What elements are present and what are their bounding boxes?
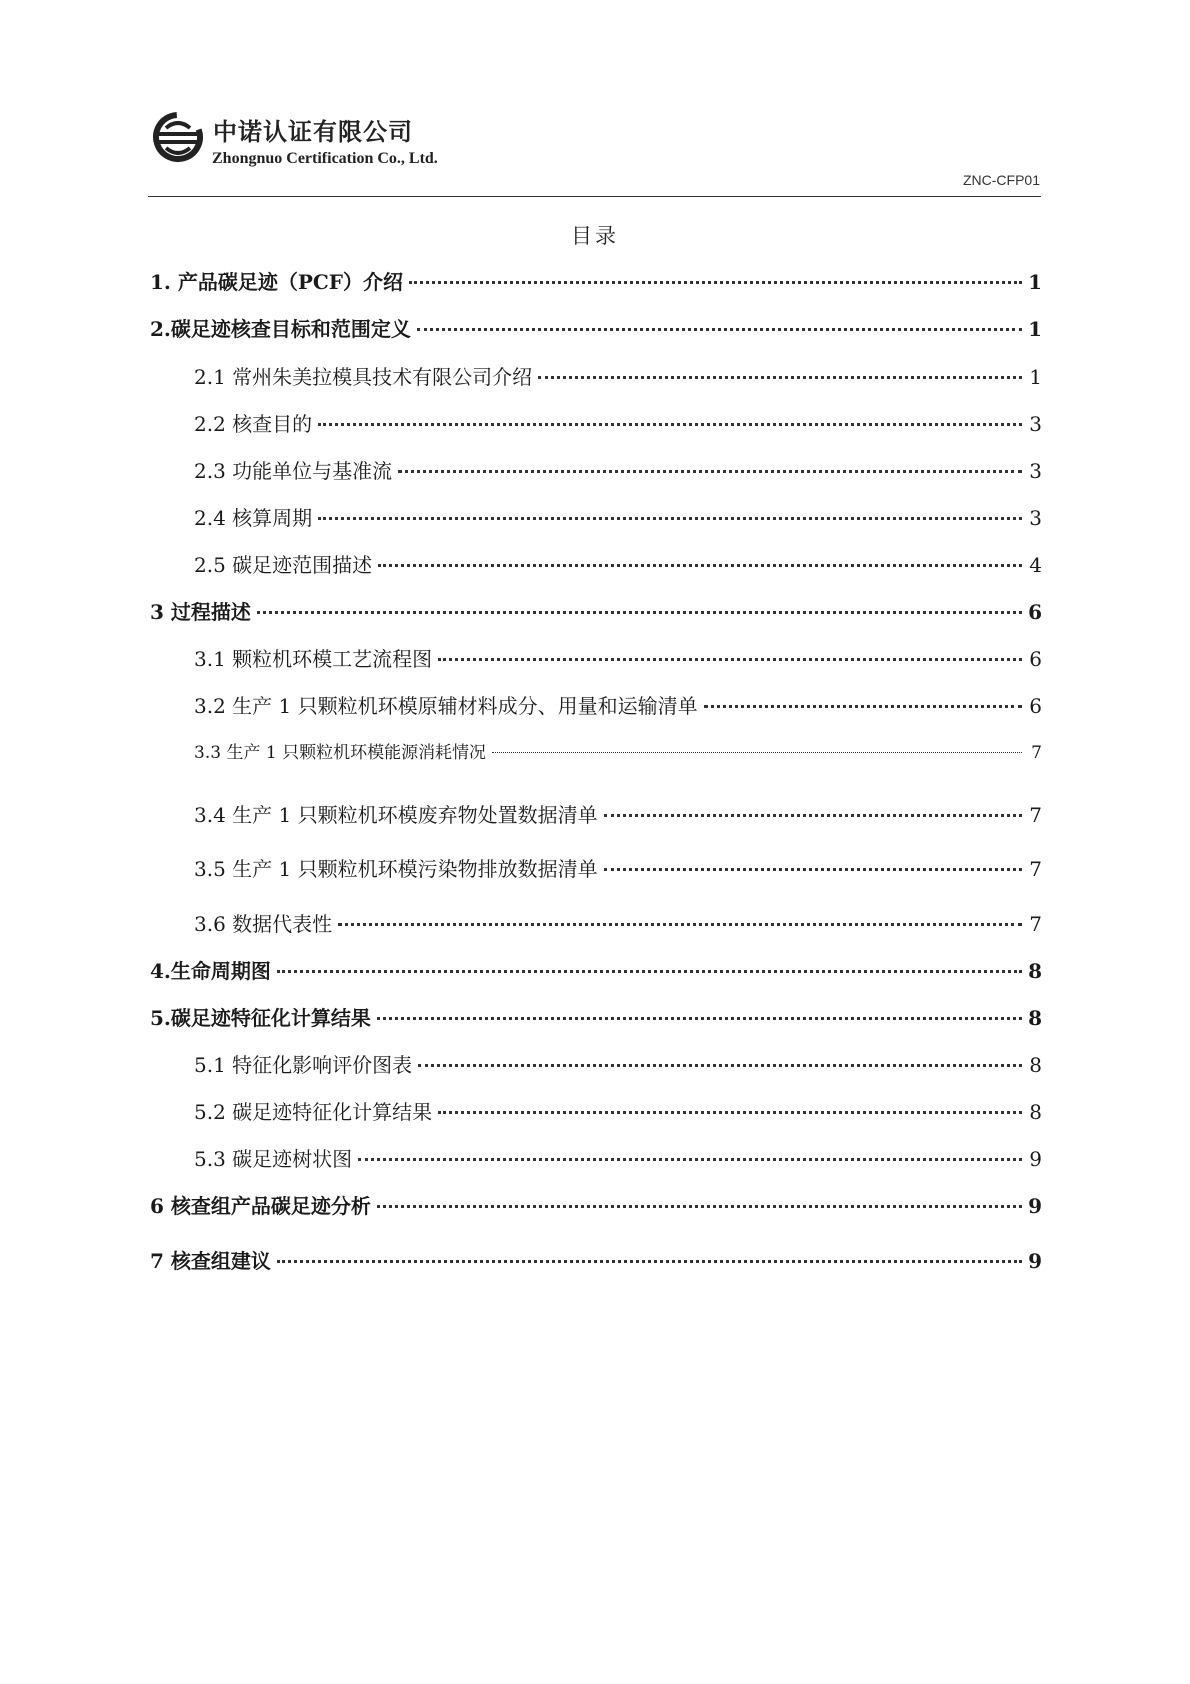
toc-dot-leader — [378, 563, 1022, 567]
toc-dot-leader — [538, 375, 1022, 379]
toc-entry[interactable] — [194, 908, 1042, 937]
toc-dot-leader — [318, 516, 1022, 520]
toc-entry[interactable] — [150, 1190, 1042, 1219]
toc-dot-leader — [704, 704, 1022, 708]
toc-entry[interactable] — [194, 738, 1042, 763]
toc-entry-label: 3.5 生产 1 只颗粒机环模污染物排放数据清单 — [194, 857, 598, 881]
toc-dot-leader — [438, 1110, 1022, 1114]
toc-entry-page: 8 — [1028, 959, 1042, 983]
toc-entry-label: 7 核查组建议 — [150, 1249, 271, 1273]
toc-entry-label: 2.3 功能单位与基准流 — [194, 459, 393, 483]
toc-entry-page: 6 — [1028, 600, 1042, 624]
toc-entry[interactable] — [194, 690, 1042, 719]
toc-dot-leader — [257, 610, 1022, 614]
toc-dot-leader — [604, 867, 1022, 871]
toc-dot-leader — [418, 1063, 1022, 1067]
toc-entry[interactable] — [194, 502, 1042, 531]
toc-entry[interactable] — [194, 799, 1042, 828]
toc-entry-label: 6 核查组产品碳足迹分析 — [150, 1194, 371, 1218]
toc-entry-page: 3 — [1029, 506, 1042, 530]
toc-entry-label: 2.2 核查目的 — [194, 412, 313, 436]
toc-entry-page: 1 — [1028, 270, 1042, 294]
toc-entry-label: 4.生命周期图 — [150, 959, 271, 983]
zhongnuo-logo-icon — [152, 110, 204, 164]
toc-entry[interactable] — [150, 313, 1042, 342]
header-divider — [148, 196, 1041, 198]
toc-entry-page: 8 — [1029, 1100, 1042, 1124]
toc-dot-leader — [377, 1204, 1022, 1208]
toc-entry-page: 7 — [1029, 912, 1042, 936]
toc-entry-label: 5.碳足迹特征化计算结果 — [150, 1006, 371, 1030]
toc-dot-leader — [277, 1259, 1022, 1263]
toc-entry-label: 3.1 颗粒机环模工艺流程图 — [194, 647, 433, 671]
toc-entry-page: 7 — [1029, 803, 1042, 827]
toc-entry-label: 1. 产品碳足迹（PCF）介绍 — [150, 270, 403, 294]
toc-entry[interactable] — [150, 955, 1042, 984]
toc-entry-page: 7 — [1029, 857, 1042, 881]
toc-entry[interactable] — [150, 1002, 1042, 1031]
toc-entry-page: 6 — [1029, 647, 1042, 671]
toc-entry-label: 2.5 碳足迹范围描述 — [194, 553, 373, 577]
company-name-en: Zhongnuo Certification Co., Ltd. — [212, 150, 438, 167]
toc-entry-label: 5.2 碳足迹特征化计算结果 — [194, 1100, 433, 1124]
toc-entry-page: 8 — [1028, 1006, 1042, 1030]
toc-entry[interactable] — [150, 596, 1042, 625]
toc-entry-page: 8 — [1029, 1053, 1042, 1077]
toc-entry-label: 3.2 生产 1 只颗粒机环模原辅材料成分、用量和运输清单 — [194, 694, 698, 718]
toc-entry[interactable] — [194, 408, 1042, 437]
toc-entry[interactable] — [194, 643, 1042, 672]
toc-entry-label: 2.碳足迹核查目标和范围定义 — [150, 317, 411, 341]
toc-entry[interactable] — [194, 455, 1042, 484]
toc-entry[interactable] — [194, 853, 1042, 882]
toc-entry-label: 3.3 生产 1 只颗粒机环模能源消耗情况 — [194, 743, 487, 763]
toc-dot-leader — [492, 751, 1022, 753]
toc-entry-page: 1 — [1028, 317, 1042, 341]
toc-entry-page: 9 — [1028, 1194, 1042, 1218]
toc-dot-leader — [358, 1157, 1022, 1161]
toc-entry[interactable] — [194, 361, 1042, 390]
toc-entry-label: 3.6 数据代表性 — [194, 912, 333, 936]
toc-dot-leader — [417, 327, 1022, 331]
toc-dot-leader — [409, 280, 1022, 284]
toc-entry-page: 3 — [1029, 459, 1042, 483]
toc-entry-page: 6 — [1029, 694, 1042, 718]
toc-entry[interactable] — [150, 266, 1042, 295]
toc-dot-leader — [377, 1016, 1022, 1020]
toc-entry-label: 3.4 生产 1 只颗粒机环模废弃物处置数据清单 — [194, 803, 598, 827]
toc-dot-leader — [338, 922, 1022, 926]
document-code: ZNC-CFP01 — [962, 172, 1040, 188]
toc-title: 目录 — [571, 224, 619, 248]
toc-dot-leader — [604, 813, 1022, 817]
toc-entry-label: 3 过程描述 — [150, 600, 251, 624]
toc-entry[interactable] — [150, 1245, 1042, 1274]
toc-entry-page: 3 — [1029, 412, 1042, 436]
toc-entry-label: 5.1 特征化影响评价图表 — [194, 1053, 413, 1077]
toc-entry-label: 2.1 常州朱美拉模具技术有限公司介绍 — [194, 365, 533, 389]
toc-entry-page: 1 — [1029, 365, 1042, 389]
toc-entry-page: 9 — [1028, 1249, 1042, 1273]
toc-entry-label: 5.3 碳足迹树状图 — [194, 1147, 353, 1171]
toc-entry-label: 2.4 核算周期 — [194, 506, 313, 530]
company-name-cn: 中诺认证有限公司 — [213, 118, 413, 146]
toc-entry[interactable] — [194, 1049, 1042, 1078]
toc-entry[interactable] — [194, 1096, 1042, 1125]
toc-dot-leader — [277, 969, 1022, 973]
toc-dot-leader — [318, 422, 1022, 426]
toc-entry-page: 9 — [1029, 1147, 1042, 1171]
toc-entry[interactable] — [194, 1143, 1042, 1172]
toc-entry[interactable] — [194, 549, 1042, 578]
toc-dot-leader — [438, 657, 1022, 661]
toc-dot-leader — [398, 469, 1022, 473]
toc-entry-page: 7 — [1031, 743, 1042, 763]
toc-entry-page: 4 — [1029, 553, 1042, 577]
